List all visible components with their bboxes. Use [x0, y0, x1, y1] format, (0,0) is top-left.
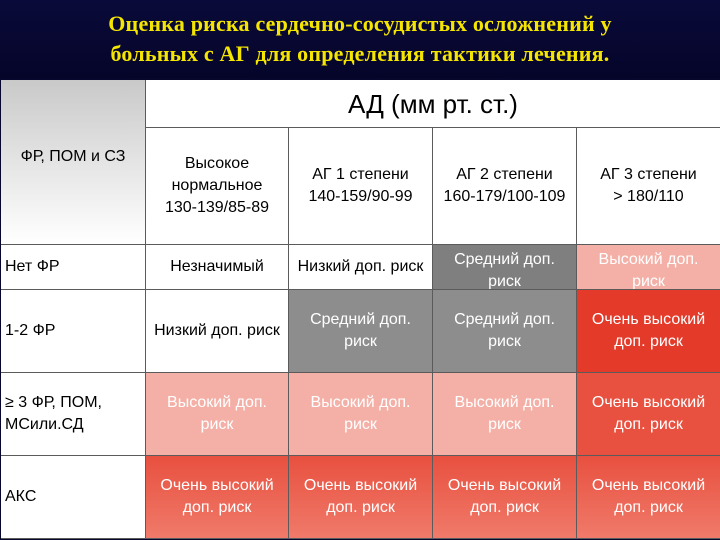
risk-text: доп. риск	[470, 499, 539, 516]
risk-text: риск	[344, 333, 377, 350]
row-label-acs	[1, 456, 146, 539]
risk-cell	[577, 456, 720, 539]
risk-text: Средний доп.	[454, 251, 555, 268]
risk-text: Очень высокий	[303, 477, 418, 494]
risk-cell	[577, 373, 720, 456]
risk-text: Очень высокий	[447, 477, 562, 494]
risk-text: риск	[488, 273, 521, 290]
risk-text: доп. риск	[614, 333, 683, 350]
risk-text: Высокий доп.	[454, 394, 555, 411]
row-label-text: Нет ФР	[5, 258, 60, 275]
slide-title	[0, 0, 720, 78]
risk-table	[1, 80, 720, 539]
risk-cell	[289, 373, 433, 456]
risk-text: Низкий доп. риск	[297, 258, 424, 275]
col-header-range: 140-159/90-99	[308, 188, 413, 205]
risk-text: Очень высокий	[591, 394, 706, 411]
corner-header	[1, 80, 146, 245]
risk-cell	[433, 245, 577, 290]
risk-text: доп. риск	[326, 499, 395, 516]
col-header-label: Высокое	[184, 155, 250, 172]
row-label-text: 1-2 ФР	[5, 322, 56, 339]
row-label-text: ≥ 3 ФР, ПОМ,	[5, 394, 102, 411]
risk-text: Средний доп.	[310, 311, 411, 328]
risk-text: доп. риск	[614, 416, 683, 433]
risk-text: риск	[488, 416, 521, 433]
risk-cell	[433, 373, 577, 456]
col-header-high-normal	[146, 128, 289, 245]
risk-text: риск	[488, 333, 521, 350]
col-header-ag1	[289, 128, 433, 245]
row-label-3-rf	[1, 373, 146, 456]
risk-text: Очень высокий	[591, 477, 706, 494]
risk-cell	[577, 245, 720, 290]
risk-text: доп. риск	[182, 499, 252, 516]
risk-text: риск	[200, 416, 234, 433]
col-header-ag2	[433, 128, 577, 245]
risk-cell	[146, 245, 289, 290]
risk-text: Очень высокий	[160, 477, 274, 494]
risk-cell	[433, 456, 577, 539]
title-line-1: Оценка риска сердечно-сосудистых осложнений у	[108, 11, 612, 36]
row-label-text: АКС	[5, 488, 37, 505]
col-header-label: АГ 2 степени	[456, 166, 553, 183]
col-header-label: АГ 1 степени	[312, 166, 409, 183]
row-label-no-rf	[1, 245, 146, 290]
col-header-label: нормальное	[171, 177, 263, 194]
risk-cell	[289, 245, 433, 290]
risk-cell	[146, 373, 289, 456]
risk-cell	[289, 290, 433, 373]
corner-header-label: ФР, ПОМ и СЗ	[20, 148, 126, 165]
col-header-label: АГ 3 степени	[600, 166, 697, 183]
title-line-2: больных с АГ для определения тактики лечения.	[110, 41, 610, 66]
bp-header-label: АД (мм рт. ст.)	[348, 88, 518, 119]
risk-cell	[433, 290, 577, 373]
risk-text: Низкий доп. риск	[154, 322, 280, 339]
risk-text: Высокий доп.	[310, 394, 411, 411]
risk-text: Очень высокий	[591, 311, 706, 328]
row-label-1-2-rf	[1, 290, 146, 373]
row-label-text: МСили.СД	[5, 416, 84, 433]
col-header-range: > 180/110	[613, 188, 684, 205]
risk-cell	[577, 290, 720, 373]
col-header-range: 160-179/100-109	[443, 188, 566, 205]
risk-cell	[146, 456, 289, 539]
risk-text: Высокий доп.	[598, 251, 699, 268]
risk-cell	[289, 456, 433, 539]
risk-text: риск	[344, 416, 377, 433]
risk-cell	[146, 290, 289, 373]
bp-header	[146, 80, 720, 128]
col-header-range: 130-139/85-89	[164, 199, 270, 216]
risk-text: риск	[632, 273, 665, 290]
col-header-ag3	[577, 128, 720, 245]
risk-text: Незначимый	[170, 258, 264, 275]
risk-text: доп. риск	[614, 499, 683, 516]
risk-text: Высокий доп.	[167, 394, 267, 411]
risk-text: Средний доп.	[454, 311, 555, 328]
